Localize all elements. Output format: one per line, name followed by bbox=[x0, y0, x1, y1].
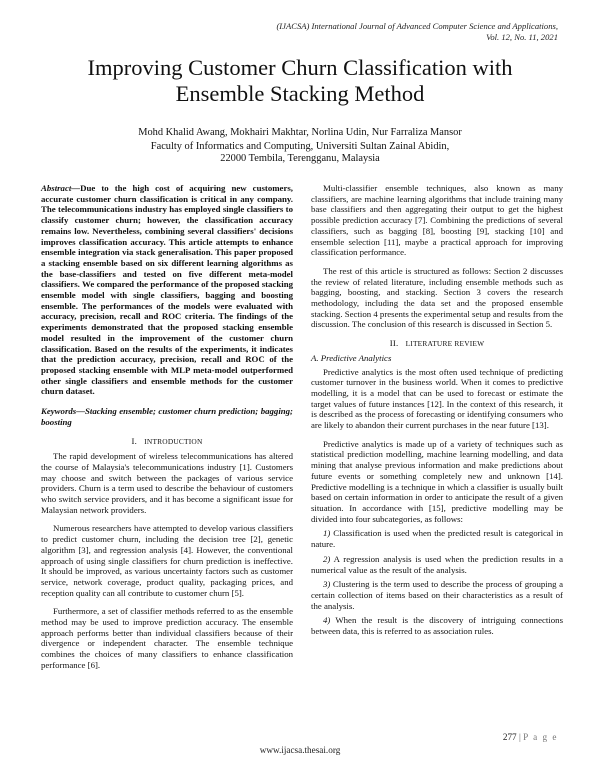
list-item bbox=[311, 579, 563, 611]
list-item bbox=[311, 615, 563, 636]
keywords bbox=[41, 406, 293, 427]
left-column bbox=[41, 183, 293, 679]
footer-url[interactable]: www.ijacsa.thesai.org bbox=[259, 745, 341, 755]
list-item-text: A regression analysis is used when the prediction results in a numerical value as the result of the analysis. bbox=[311, 553, 564, 575]
paragraph: Multi-classifier ensemble techniques, also known as many classifiers, are machine learning algorithms that include training many base classifiers and then aggregating their output to get the highest possible prediction accuracy [7]. Combining the predictions of several classifiers, such as bagging [8], boosting [9], stacking [10] and ensemble selection [11], maybe a practical approach for improving classification performance. bbox=[311, 183, 563, 258]
page-separator: | bbox=[518, 732, 521, 742]
page-number bbox=[503, 732, 558, 742]
section-heading-introduction bbox=[41, 436, 293, 448]
journal-header bbox=[178, 21, 558, 43]
paper-title-line2: Ensemble Stacking Method bbox=[175, 81, 425, 106]
list-item-number: 2) bbox=[323, 553, 331, 564]
section-number: II. bbox=[389, 338, 399, 349]
paragraph: Predictive analytics is made up of a variety of techniques such as statistical prediction modelling, machine learning modelling, and data mining that analyse previous information and make predictions about future events or something completely new and unknown [14]. Predictive modelling is a technique in which a classifier is usually built based on certain information in order to anticipate the result of a given situation. In accordance with [15], predictive modelling may be divided into four subcategories, as follows: bbox=[311, 438, 563, 524]
paper-title-line1: Improving Customer Churn Classification with bbox=[87, 55, 513, 80]
paragraph: Predictive analytics is the most often used technique of predicting customer turnover in the business world. When it comes to predictive modelling, it is a model that can be used to forecast or estimate the target values of future instances [12]. In the context of this research, it is described as the process of forecasting or identifying consumers who are likely to abandon their current purchases in the near future [13]. bbox=[311, 366, 563, 431]
affiliation bbox=[40, 141, 560, 165]
right-column bbox=[311, 183, 563, 641]
page-label: P a g e bbox=[523, 732, 558, 742]
affiliation-line1: Faculty of Informatics and Computing, Universiti Sultan Zainal Abidin, bbox=[150, 141, 450, 152]
list-item bbox=[311, 528, 563, 549]
list-item-number: 4) bbox=[323, 615, 331, 626]
abstract-body: Due to the high cost of acquiring new customers, accurate customer churn classification is critical in any company. The telecommunications industry has employed single classifiers to classify customer churn; however, the classification accuracy remains low. Nevertheless, combining several classifiers' decisions improves classification accuracy. This article attempts to enhance ensemble integration via stack generalisation. This paper proposed a stacking ensemble based on six different learning algorithms as the base-classifiers and tested on five different meta-model classifiers. We compared the performance of the proposed stacking ensemble model with single classifiers, bagging and boosting ensemble. The performances of the models were evaluated with accuracy, precision, recall and ROC criteria. The findings of the experiments demonstrated that the proposed stacking ensemble model resulted in the improvement of the customer churn classification. Based on the results of the experiments, it indicates that the prediction accuracy, precision, recall and ROC of the proposed stacking ensemble with MLP meta-model outperformed other single classifiers and ensemble methods for the customer churn dataset. bbox=[41, 183, 293, 397]
author-list: Mohd Khalid Awang, Mokhairi Makhtar, Norlina Udin, Nur Farraliza Mansor bbox=[138, 127, 462, 138]
paragraph: Numerous researchers have attempted to develop various classifiers to predict customer churn, including the decision tree [2], genetic algorithm [3], and regression analysis [4]. However, the conventional approach of using single classifiers for churn prediction is ineffective. It should be improved, as various uncertainty factors such as customer service, network coverage, product quality, packaging prices, and reception quality can all contribute to customer churn [5]. bbox=[41, 523, 293, 598]
paper-title bbox=[40, 55, 560, 107]
keywords-lead: Keywords— bbox=[41, 406, 85, 417]
subsection-heading: A. Predictive Analytics bbox=[311, 352, 392, 363]
list-item-text: When the result is the discovery of intriguing connections between data, this is referred to as association rules. bbox=[311, 615, 563, 637]
list-item-number: 1) bbox=[323, 528, 331, 539]
journal-header-line1: (IJACSA) International Journal of Advanced Computer Science and Applications, bbox=[276, 21, 558, 31]
list-item-number: 3) bbox=[323, 579, 331, 590]
section-title: INTRODUCTION bbox=[144, 437, 203, 447]
list-item bbox=[311, 554, 563, 575]
paragraph: Furthermore, a set of classifier methods referred to as the ensemble method may be used to improve prediction accuracy. The ensemble approach performs better than individual classifiers because of their divergence or independent character. The ensemble technique combines the choices of many classifiers to enhance classification performance [6]. bbox=[41, 606, 293, 670]
keywords-body: Stacking ensemble; customer churn prediction; bagging; boosting bbox=[41, 406, 293, 427]
paragraph: The rapid development of wireless telecommunications has altered the course of Malaysia's telecommunications industry [1]. Customers may choose and switch between the packages of various service providers. Churn is a term used to describe the behaviour of customers who switch service providers, and it has become a significant issue for Malaysian network providers. bbox=[41, 451, 293, 515]
list-item-text: Clustering is the term used to describe the process of grouping a certain collection of items based on their characteristics as a result of the analysis. bbox=[311, 579, 563, 611]
section-number: I. bbox=[131, 436, 138, 447]
list-item-text: Classification is used when the predicted result is categorical in nature. bbox=[311, 528, 563, 550]
section-heading-literature-review bbox=[311, 338, 563, 350]
page-number-value: 277 bbox=[502, 732, 517, 742]
affiliation-line2: 22000 Tembila, Terengganu, Malaysia bbox=[220, 153, 380, 164]
paragraph: The rest of this article is structured as follows: Section 2 discusses the review of related literature, including ensemble methods such as bagging, boosting, and stacking. Section 3 covers the research methodology, including the data set and the proposed ensemble stacking. Section 4 presents the experimental setup and results from the discussion. The conclusion of this research is discussed in Section 5. bbox=[311, 265, 563, 330]
abstract-lead: Abstract— bbox=[41, 183, 81, 193]
section-title: LITERATURE REVIEW bbox=[405, 339, 485, 349]
abstract bbox=[41, 183, 293, 397]
journal-header-line2: Vol. 12, No. 11, 2021 bbox=[486, 32, 558, 42]
